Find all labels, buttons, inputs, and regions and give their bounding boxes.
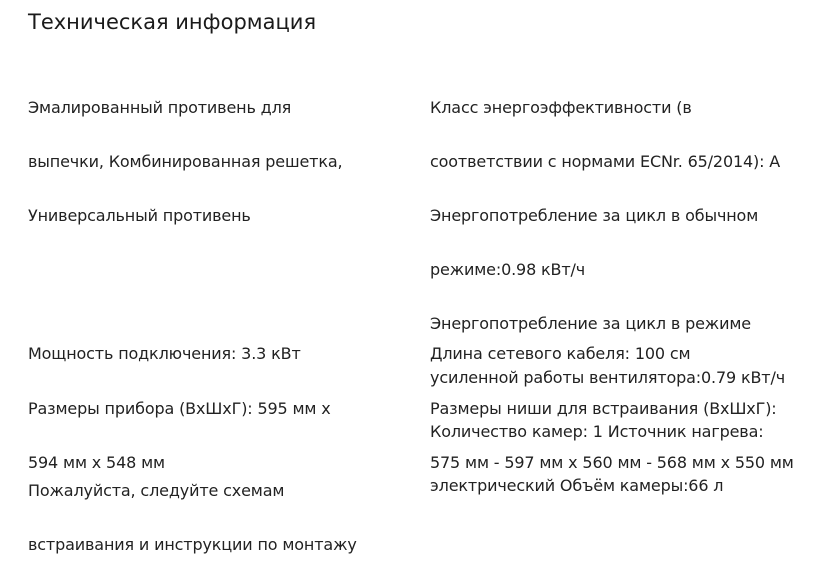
accessories-line: Эмалированный противень для	[28, 98, 292, 117]
page-title: Техническая информация	[28, 10, 317, 34]
accessories-line: Универсальный противень	[28, 206, 251, 225]
accessories-line: выпечки, Комбинированная решетка,	[28, 152, 343, 171]
energy-line: усиленной работы вентилятора:0.79 кВт/ч	[430, 368, 786, 387]
power-line: Мощность подключения: 3.3 кВт	[28, 344, 301, 363]
cable-line: Длина сетевого кабеля: 100 см	[430, 344, 691, 363]
niche-line: Размеры ниши для встраивания (ВхШхГ):	[430, 399, 777, 418]
energy-line: Энергопотребление за цикл в режиме	[430, 314, 751, 333]
note-line: встраивания и инструкции по монтажу	[28, 535, 357, 554]
dimensions-line: 594 мм х 548 мм	[28, 453, 165, 472]
energy-line: Количество камер: 1 Источник нагрева:	[430, 422, 764, 441]
energy-line: Энергопотребление за цикл в обычном	[430, 206, 759, 225]
note-line: Пожалуйста, следуйте схемам	[28, 481, 285, 500]
energy-line: электрический Объём камеры:66 л	[430, 476, 724, 495]
niche-line: 575 мм - 597 мм х 560 мм - 568 мм х 550 мм	[430, 453, 794, 472]
installation-note	[28, 450, 418, 585]
accessories-text	[28, 67, 418, 256]
energy-line: режиме:0.98 кВт/ч	[430, 260, 586, 279]
energy-line: Класс энергоэффективности (в	[430, 98, 692, 117]
dimensions-line: Размеры прибора (ВхШхГ): 595 мм х	[28, 399, 331, 418]
energy-line: соответствии с нормами ECNr. 65/2014): A	[430, 152, 781, 171]
niche-text	[430, 368, 833, 503]
